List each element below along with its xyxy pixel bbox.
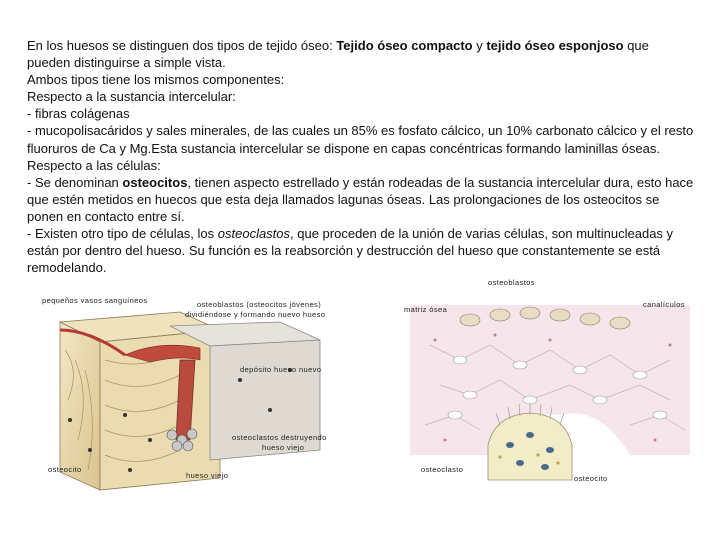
osteoclasts-description: , que proceden de la unión de varias células, son multinucleadas y están por dentro del hueso. Su función es la reabsorción y destrucción del hueso que constantemente se está remodelando. [27, 226, 674, 276]
label-osteoblastos-2: dividiéndose y formando nuevo hueso [185, 310, 326, 319]
label-osteoclastos-1: osteoclastos destruyendo [232, 433, 327, 442]
osteocytes-description: , tienen aspecto estrellado y están rodeadas de la sustancia intercelular dura, esto hace que estén metidos en huecos que esta deja llamados lagunas óseas. Las prolongaciones de los osteocitos se ponen en contacto entre sí. [27, 174, 694, 224]
label-osteoclastos-2: hueso viejo [262, 443, 305, 452]
term-compact: Tejido óseo compacto [336, 38, 473, 53]
label-canaliculos: canalículos [643, 300, 685, 309]
term-osteoclastos: osteoclastos [217, 226, 291, 242]
label-osteocito-left: osteocito [48, 465, 82, 474]
intro-end: que pueden distinguirse a simple vista. [27, 38, 649, 71]
label-hueso-viejo: hueso viejo [186, 471, 229, 480]
matrix-heading: Respecto a la sustancia intercelular: [27, 89, 236, 105]
intro-conjunction: y [472, 38, 487, 53]
components-line: Ambos tipos tiene los mismos componentes: [27, 72, 285, 88]
label-deposito: depósito hueso nuevo [240, 365, 322, 374]
label-osteocito-right: osteocito [574, 474, 608, 483]
osteocytes-prefix: - Se denominan [27, 174, 123, 190]
bone-tissue-illustration [400, 285, 700, 485]
minerals-item: - mucopolisacáridos y sales minerales, de las cuales un 85% es fosfato cálcico, un 10% carbonato cálcico y el resto fluoruros de Ca y Mg.Esta sustancia intercelular se dispone en capas concéntricas formando laminillas óseas. [27, 123, 694, 156]
osteoclasts-prefix: - Existen otro tipo de células, los [27, 226, 218, 242]
label-matriz-osea: matriz ósea [404, 305, 448, 314]
intro-text: En los huesos se distinguen dos tipos de tejido óseo: [27, 38, 337, 53]
intro-paragraph [27, 37, 695, 71]
cells-heading: Respecto a las células: [27, 157, 161, 173]
label-osteoblastos-1: osteoblastos (osteocitos jóvenes) [197, 300, 322, 309]
osteoclasts-item [27, 225, 695, 276]
term-spongy: tejido óseo esponjoso [486, 38, 624, 53]
collagen-item: - fibras colágenas [27, 106, 130, 122]
label-osteoclasto: osteoclasto [421, 465, 464, 474]
label-osteoblastos-right: osteoblastos [488, 278, 535, 287]
osteocytes-item [27, 174, 695, 225]
label-vasos: pequeños vasos sanguíneos [42, 296, 148, 305]
term-osteocitos: osteocitos [122, 174, 188, 190]
body-text [27, 37, 695, 276]
